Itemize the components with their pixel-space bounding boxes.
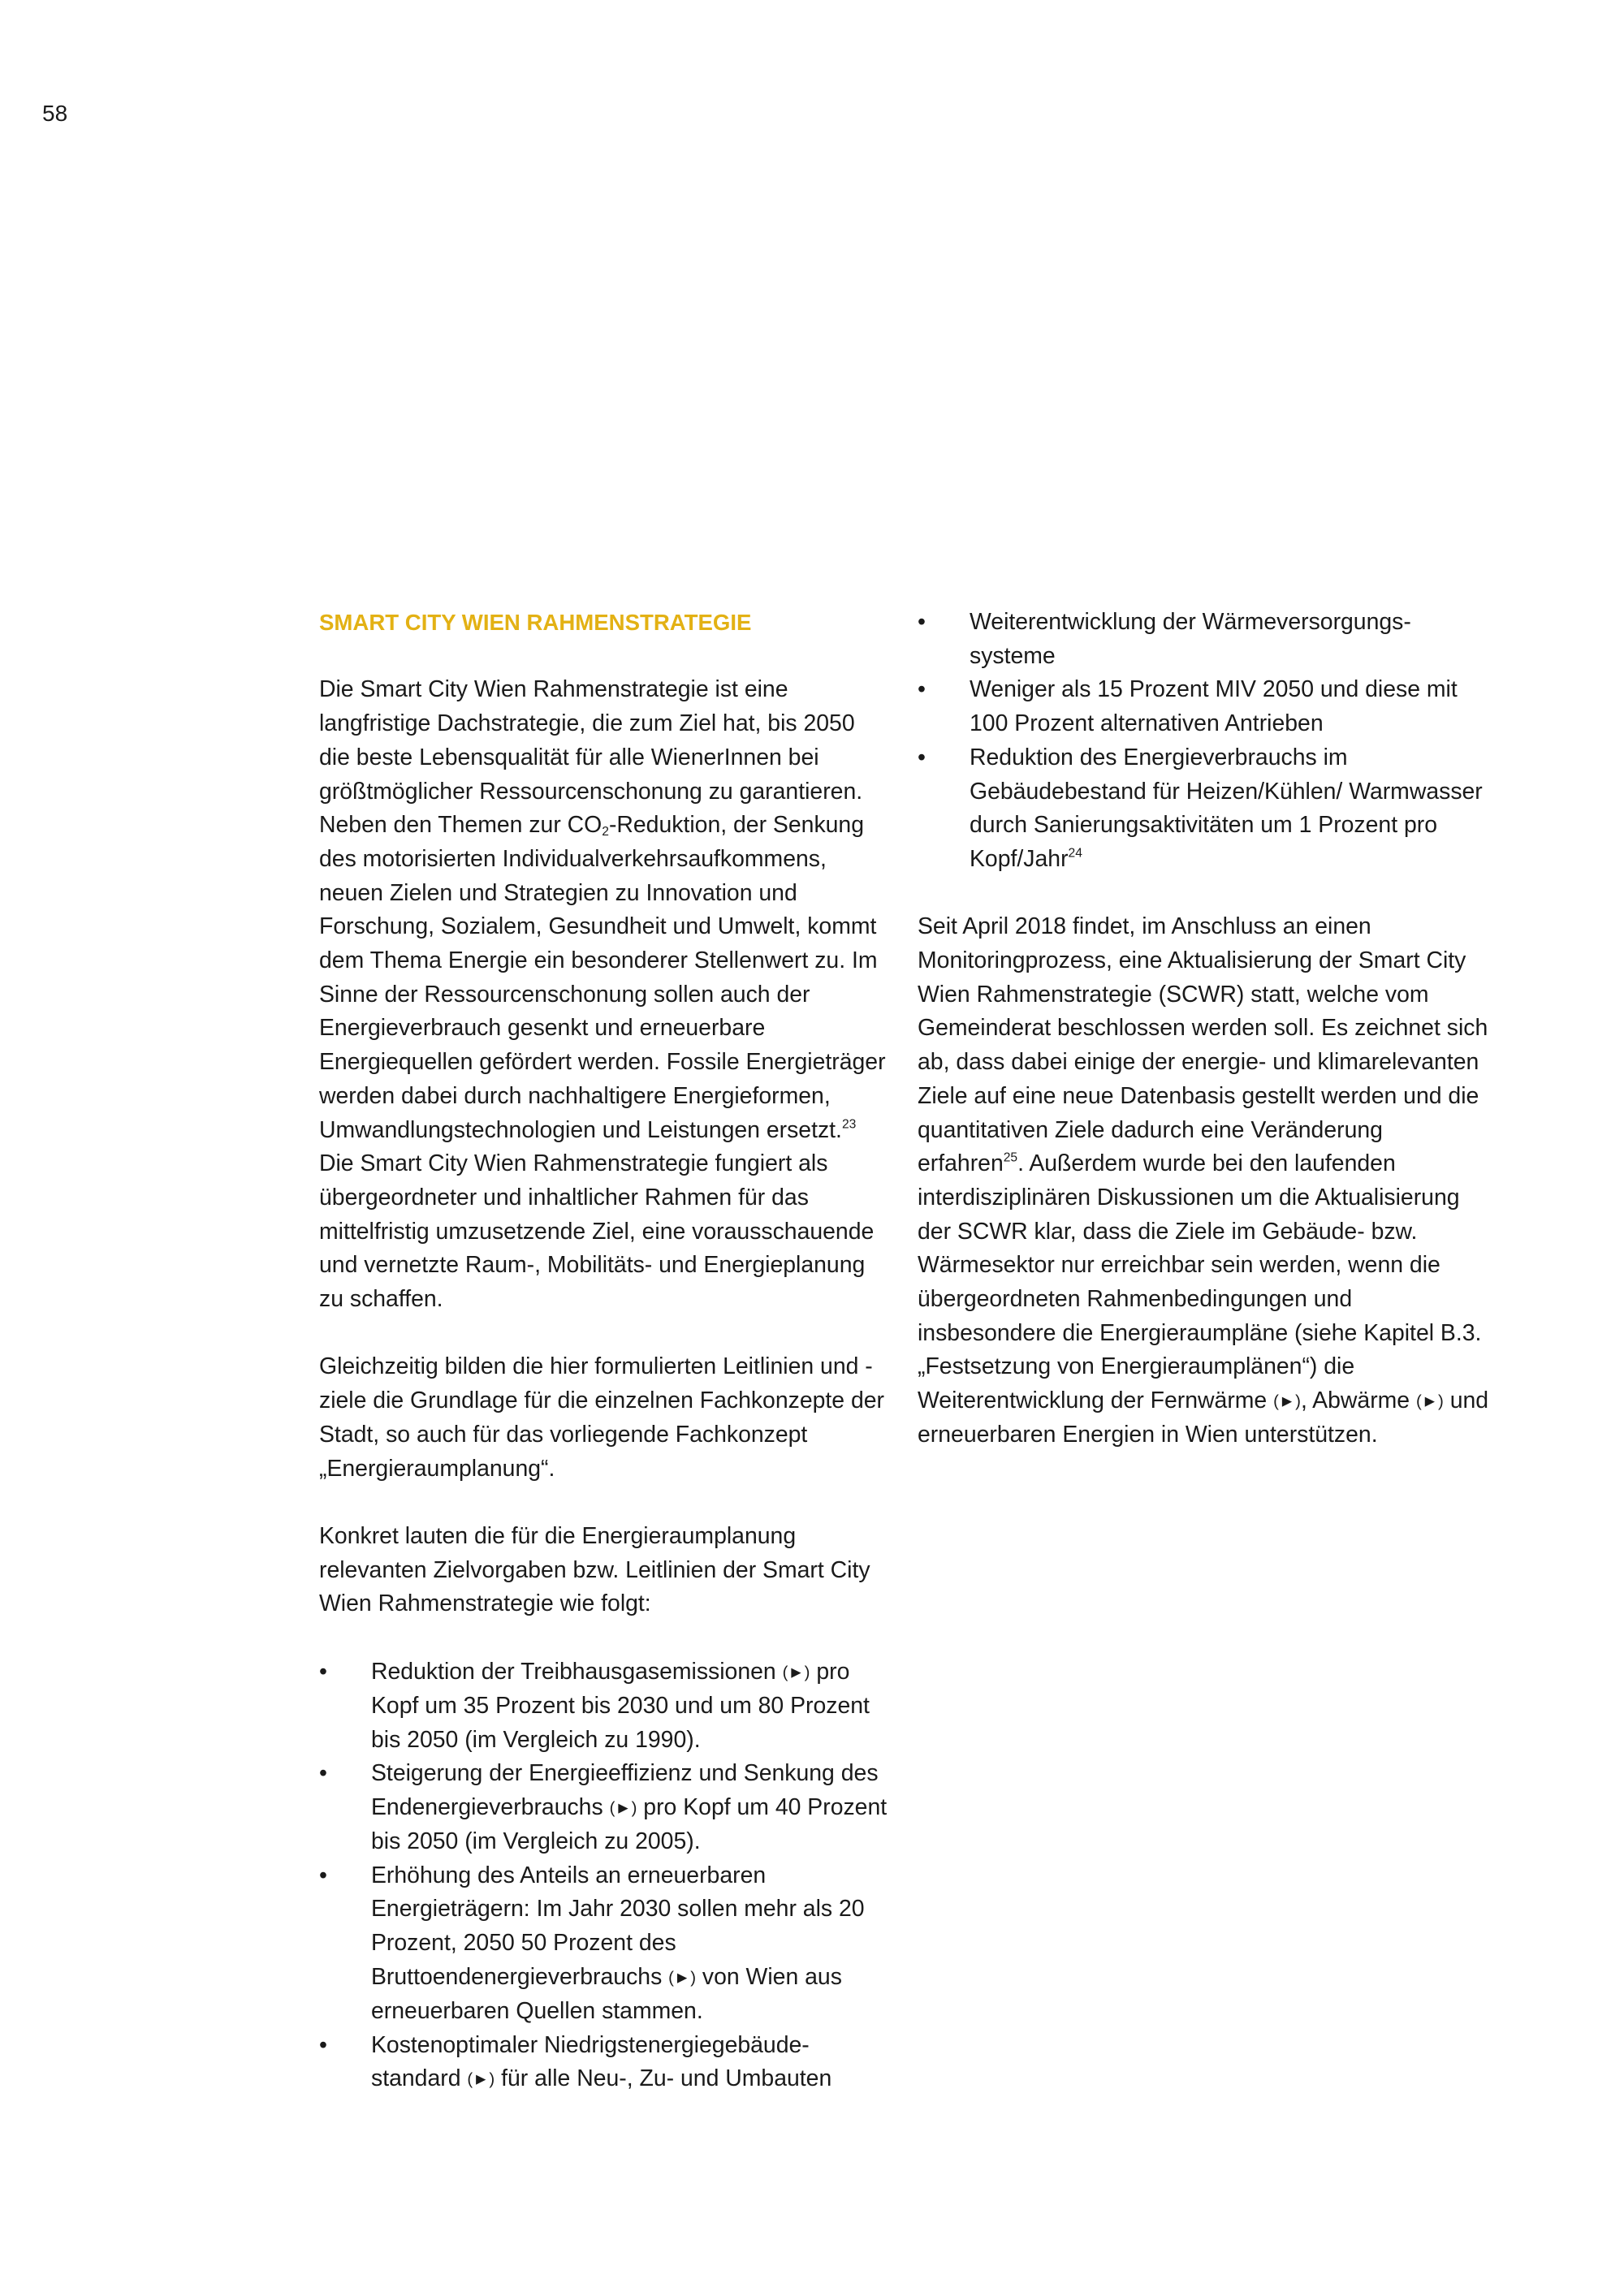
text-run: . Außerdem wurde bei den laufenden interdisziplinären Diskussionen um die Aktualisierung der SCWR klar, dass die Ziele im Gebäude- bzw. Wärmesektor nur erreichbar sein werden, wenn die übergeordneten Rahmenbedingungen und insbesondere die Energieraumpläne (siehe Kapitel B.3. „Festsetzung von Energieraumplänen“) die Weiterentwicklung der Fernwärme — [918, 1150, 1482, 1414]
text-run: für alle Neu-, Zu- und Umbauten — [495, 2065, 832, 2092]
text-run: Weiterentwicklung der Wärmeversorgungs-systeme — [970, 609, 1411, 669]
text-run: von Wien aus erneuerbaren Quellen stammen. — [371, 1963, 842, 2024]
text-run: , Abwärme — [1300, 1388, 1416, 1414]
list-item — [319, 1655, 892, 1757]
section-heading: SMART CITY WIEN RAHMENSTRATEGIE — [319, 610, 752, 635]
glossary-arrow-icon[interactable]: (►) — [1273, 1392, 1301, 1411]
list-item — [918, 606, 1490, 673]
footnote-ref[interactable]: 23 — [841, 1116, 857, 1131]
footnote-ref[interactable]: 25 — [1003, 1150, 1018, 1165]
subscript: 2 — [602, 825, 609, 839]
paragraph: Gleichzeitig bilden die hier formulierten Leitlinien und -ziele die Grundlage für die einzelnen Fachkonzepte der Stadt, so auch für das vorliegende Fachkonzept „Energieraumplanung“. — [319, 1353, 885, 1482]
bullet-icon: • — [918, 609, 926, 635]
text-run: Weniger als 15 Prozent MIV 2050 und diese mit 100 Prozent alternativen Antrieben — [970, 676, 1458, 737]
page-number: 58 — [42, 101, 68, 126]
bullet-icon: • — [319, 1760, 327, 1787]
list-item — [319, 1859, 892, 2029]
right-column — [918, 606, 1490, 1452]
glossary-arrow-icon[interactable]: (►) — [467, 2069, 495, 2089]
bullet-icon: • — [319, 1658, 327, 1685]
list-item — [319, 1757, 892, 1858]
list-item — [918, 741, 1490, 877]
text-run: Reduktion des Energieverbrauchs im Gebäudebestand für Heizen/Kühlen/ Warmwasser durch Sanierungsaktivitäten um 1 Prozent pro Kopf/Jahr — [970, 744, 1483, 872]
bullet-icon: • — [319, 1862, 327, 1888]
text-run: Reduktion der Treibhausgasemissionen — [371, 1658, 783, 1685]
text-run: pro Kopf um 40 Prozent bis 2050 (im Vergleich zu 2005). — [371, 1793, 888, 1854]
goal-list — [319, 1655, 892, 2097]
text-run: Steigerung der Energieeffizienz und Senkung des Endenergieverbrauchs — [371, 1760, 879, 1820]
text-run: Die Smart City Wien Rahmenstrategie fungiert als übergeordneter und inhaltlicher Rahmen für das mittelfristig umzusetzende Ziel, eine vorausschauende und vernetzte Raum-, Mobilitäts- und Energieplanung zu schaffen. — [319, 1150, 875, 1313]
glossary-arrow-icon[interactable]: (►) — [668, 1968, 696, 1987]
glossary-arrow-icon[interactable]: (►) — [1415, 1392, 1444, 1411]
text-run: Die Smart City Wien Rahmenstrategie ist eine langfristige Dachstrategie, die zum Ziel hat, bis 2050 die beste Lebensqualität für alle WienerInnen bei größtmöglicher Ressourcenschonung zu garantieren. Neben den Themen zur CO — [319, 676, 863, 839]
text-run: -Reduktion, der Senkung des motorisierten Individualverkehrsaufkommens, neuen Zielen und Strategien zu Innovation und Forschung, Sozialem, Gesundheit und Umwelt, kommt dem Thema Energie ein besonderer Stellenwert zu. Im Sinne der Ressourcenschonung sollen auch der Energieverbrauch gesenkt und erneuerbare Energiequellen gefördert werden. Fossile Energieträger werden dabei durch nachhaltigere Energieformen, Umwandlungstechnologien und Leistungen ersetzt. — [319, 812, 886, 1143]
paragraph: Konkret lauten die für die Energieraumplanung relevanten Zielvorgaben bzw. Leitlinien der Smart City Wien Rahmenstrategie wie folgt: — [319, 1522, 870, 1617]
footnote-ref[interactable]: 24 — [1068, 846, 1082, 861]
glossary-arrow-icon[interactable]: (►) — [782, 1663, 810, 1682]
bullet-icon: • — [319, 2031, 327, 2058]
text-run: pro Kopf um 35 Prozent bis 2030 und um 80 Prozent bis 2050 (im Vergleich zu 1990). — [371, 1658, 870, 1753]
bullet-icon: • — [918, 744, 926, 770]
bullet-icon: • — [918, 676, 926, 703]
goal-list-continued — [918, 606, 1490, 877]
intro-paragraph — [319, 673, 892, 1316]
glossary-arrow-icon[interactable]: (►) — [609, 1798, 637, 1818]
left-column — [319, 606, 892, 2096]
list-item — [319, 2029, 892, 2097]
text-run: Kostenoptimaler Niedrigstenergiegebäude-standard — [371, 2031, 810, 2092]
text-run: Erhöhung des Anteils an erneuerbaren Energieträgern: Im Jahr 2030 sollen mehr als 20 Prozent, 2050 50 Prozent des Bruttoendenergieverbrauchs — [371, 1862, 865, 1990]
text-run: Seit April 2018 findet, im Anschluss an einen Monitoringprozess, eine Aktualisierung der Smart City Wien Rahmenstrategie (SCWR) statt, welche vom Gemeinderat beschlossen werden soll. Es zeichnet sich ab, dass dabei einige der energie- und klimarelevanten Ziele auf eine neue Datenbasis gestellt werden und die quantitativen Ziele dadurch eine Veränderung erfahren — [918, 913, 1488, 1177]
update-paragraph — [918, 910, 1490, 1452]
list-item — [918, 673, 1490, 740]
text-run: und erneuerbaren Energien in Wien unterstützen. — [918, 1388, 1489, 1448]
